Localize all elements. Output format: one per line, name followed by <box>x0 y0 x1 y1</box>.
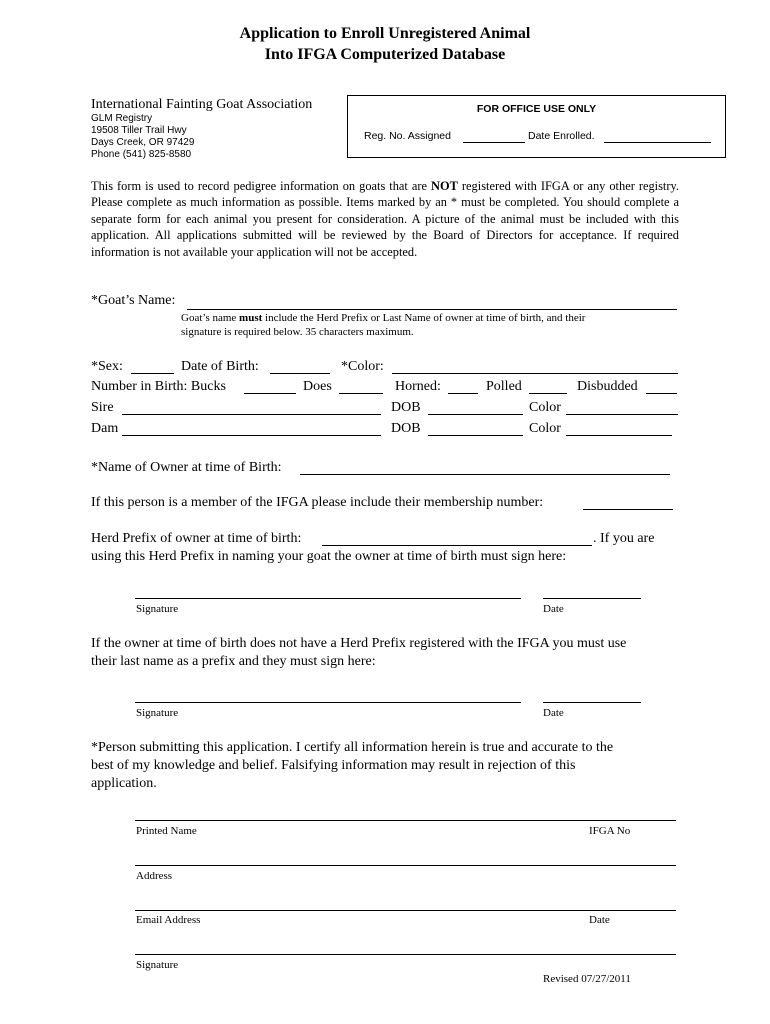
address-field[interactable] <box>135 865 676 866</box>
no-prefix-line1: If the owner at time of birth does not have a Herd Prefix registered with the IFGA you must use <box>91 636 627 651</box>
intro-paragraph <box>91 178 679 260</box>
ifga-no-label: IFGA No <box>589 825 631 837</box>
sex-label: *Sex: <box>91 359 123 374</box>
org-address1: 19508 Tiller Trail Hwy <box>91 125 187 136</box>
office-use-box <box>347 95 726 158</box>
date-enrolled-label: Date Enrolled. <box>528 130 595 142</box>
date-enrolled-field[interactable] <box>604 142 711 143</box>
printed-name-field[interactable] <box>135 820 676 821</box>
org-address2: Days Creek, OR 97429 <box>91 137 195 148</box>
sire-dob-field[interactable] <box>428 414 523 415</box>
dob-field[interactable] <box>270 373 330 374</box>
sex-field[interactable] <box>131 373 174 374</box>
owner-signature-label: Signature <box>136 603 179 615</box>
goat-name-note-line2: signature is required below. 35 characters maximum. <box>181 326 414 338</box>
submitter-signature-field[interactable] <box>135 954 676 955</box>
herd-prefix-field[interactable] <box>322 545 592 546</box>
goat-name-field[interactable] <box>187 309 677 310</box>
sire-color-label: Color <box>529 400 561 415</box>
sire-field[interactable] <box>122 414 381 415</box>
owner-signature-field[interactable] <box>135 598 521 599</box>
color-field[interactable] <box>392 373 678 374</box>
does-label: Does <box>303 379 332 394</box>
lastname-signature-field[interactable] <box>135 702 521 703</box>
membership-label: If this person is a member of the IFGA please include their membership number: <box>91 495 544 510</box>
owner-name-field[interactable] <box>300 474 670 475</box>
color-label: *Color: <box>341 359 384 374</box>
polled-field[interactable] <box>529 393 567 394</box>
certify-line1: *Person submitting this application. I certify all information herein is true and accurate to the <box>91 740 614 755</box>
submitter-date-label: Date <box>589 914 610 926</box>
membership-field[interactable] <box>583 509 673 510</box>
goat-name-note-line1: Goat’s name must include the Herd Prefix or Last Name of owner at time of birth, and their <box>181 312 586 324</box>
dam-label: Dam <box>91 421 119 436</box>
owner-signature-date-field[interactable] <box>543 598 641 599</box>
herd-prefix-instruction: using this Herd Prefix in naming your goat the owner at time of birth must sign here: <box>91 549 567 564</box>
org-phone: Phone (541) 825-8580 <box>91 149 192 160</box>
dob-label: Date of Birth: <box>181 359 259 374</box>
lastname-signature-date-field[interactable] <box>543 702 641 703</box>
office-use-heading: FOR OFFICE USE ONLY <box>476 103 597 115</box>
email-field[interactable] <box>135 910 676 911</box>
horned-field[interactable] <box>448 393 478 394</box>
address-label: Address <box>136 870 173 882</box>
sire-label: Sire <box>91 400 114 415</box>
lastname-signature-date-label: Date <box>543 707 564 719</box>
org-registry: GLM Registry <box>91 113 153 124</box>
dam-color-label: Color <box>529 421 561 436</box>
polled-label: Polled <box>486 379 522 394</box>
form-title-line2: Into IFGA Computerized Database <box>264 46 506 63</box>
owner-signature-date-label: Date <box>543 603 564 615</box>
no-prefix-line2: their last name as a prefix and they must sign here: <box>91 654 376 669</box>
does-field[interactable] <box>339 393 383 394</box>
sire-color-field[interactable] <box>566 414 678 415</box>
lastname-signature-label: Signature <box>136 707 179 719</box>
intro-text-start: This form is used to record pedigree information on goats that are <box>91 179 432 193</box>
goat-name-label: *Goat’s Name: <box>91 293 176 308</box>
certify-line3: application. <box>91 776 157 791</box>
certify-line2: best of my knowledge and belief. Falsifying information may result in rejection of this <box>91 758 576 773</box>
printed-name-label: Printed Name <box>136 825 197 837</box>
herd-prefix-label: Herd Prefix of owner at time of birth: <box>91 531 302 546</box>
dam-dob-label: DOB <box>391 421 421 436</box>
bucks-field[interactable] <box>244 393 296 394</box>
dam-color-field[interactable] <box>566 435 672 436</box>
reg-no-field[interactable] <box>463 142 525 143</box>
disbudded-label: Disbudded <box>577 379 638 394</box>
intro-text-rest: registered with IFGA or any other registry. Please complete as much information as possible. Items marked by an * must be completed. You should complete a separate form for each animal you present for consideration. A picture of the animal must be included with this application. All applications submitted will be reviewed by the Board of Directors for acceptance. If required information is not available your application will not be accepted. <box>91 179 679 259</box>
dam-dob-field[interactable] <box>428 435 523 436</box>
dam-field[interactable] <box>122 435 381 436</box>
org-name: International Fainting Goat Association <box>91 97 313 112</box>
submitter-signature-label: Signature <box>136 959 179 971</box>
horned-label: Horned: <box>395 379 441 394</box>
bucks-label: Number in Birth: Bucks <box>91 379 226 394</box>
email-label: Email Address <box>136 914 201 926</box>
reg-no-label: Reg. No. Assigned <box>364 130 451 142</box>
disbudded-field[interactable] <box>646 393 677 394</box>
form-title-line1: Application to Enroll Unregistered Animal <box>239 25 531 42</box>
herd-prefix-tail: . If you are <box>593 531 655 546</box>
owner-name-label: *Name of Owner at time of Birth: <box>91 460 282 475</box>
intro-not-emphasis: NOT <box>431 179 458 193</box>
sire-dob-label: DOB <box>391 400 421 415</box>
revised-date: Revised 07/27/2011 <box>543 973 631 985</box>
